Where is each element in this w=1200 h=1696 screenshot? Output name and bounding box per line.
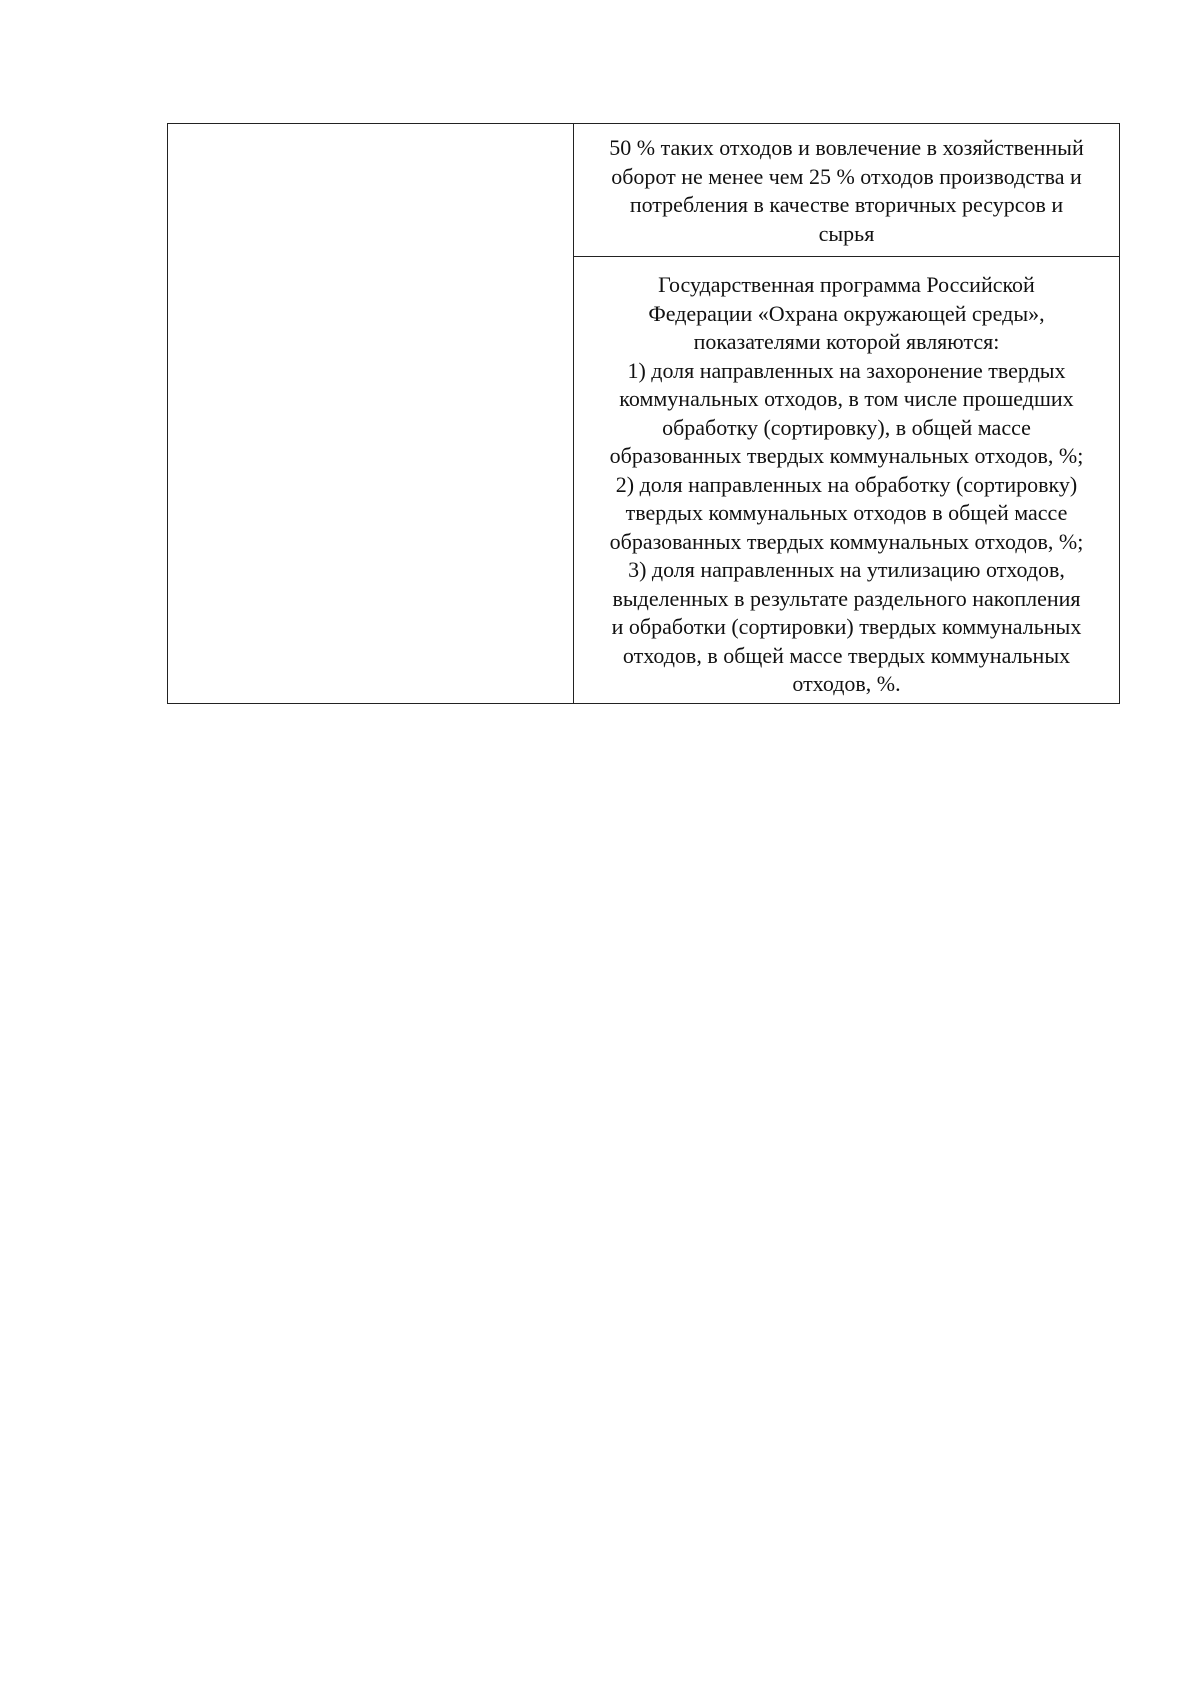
text-line: показателями которой являются: xyxy=(693,329,1000,354)
text-line: выделенных в результате раздельного накопления xyxy=(612,585,1081,611)
text-line: 2) доля направленных на обработку (сортировку) xyxy=(615,471,1078,497)
text-line: Государственная программа Российской xyxy=(658,272,1035,297)
text-line: отходов, %. xyxy=(792,671,901,696)
table-row xyxy=(168,124,1120,257)
table-cell-right xyxy=(574,257,1120,704)
table-cell-left xyxy=(168,124,574,704)
text-line: обработку (сортировку), в общей массе xyxy=(662,414,1031,440)
text-line: Федерации «Охрана окружающей среды», xyxy=(648,300,1045,326)
content-table xyxy=(167,123,1120,704)
text-line: образованных твердых коммунальных отходов, %; xyxy=(609,528,1084,554)
text-line: 50 % таких отходов и вовлечение в хозяйственный xyxy=(609,135,1084,160)
text-line: образованных твердых коммунальных отходов, %; xyxy=(609,443,1084,468)
text-line: 3) доля направленных на утилизацию отходов, xyxy=(628,557,1065,582)
text-line: сырья xyxy=(818,220,875,246)
text-line: коммунальных отходов, в том числе прошедших xyxy=(619,386,1074,411)
table-cell-right xyxy=(574,124,1120,257)
text-line: оборот не менее чем 25 % отходов производства и xyxy=(611,163,1082,189)
text-line: потребления в качестве вторичных ресурсов и xyxy=(629,192,1064,217)
cell-text-block xyxy=(574,257,1119,703)
text-line: и обработки (сортировки) твердых коммунальных xyxy=(611,614,1082,639)
text-line: 1) доля направленных на захоронение твердых xyxy=(627,357,1066,383)
text-line: твердых коммунальных отходов в общей массе xyxy=(625,500,1068,525)
text-line: отходов, в общей массе твердых коммунальных xyxy=(622,642,1071,668)
cell-text-block xyxy=(574,124,1119,256)
